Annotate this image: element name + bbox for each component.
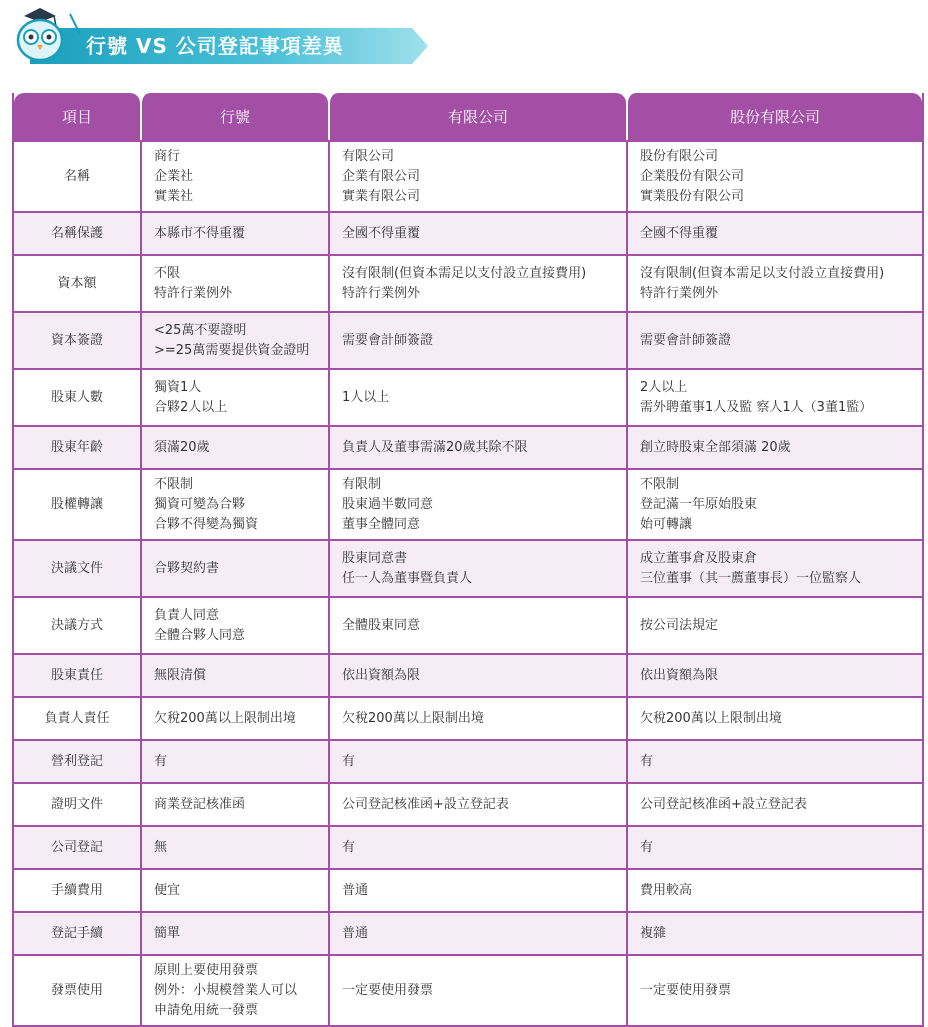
cell-line: 原則上要使用發票: [154, 962, 259, 978]
table-cell: [328, 782, 626, 825]
cell-line: 獨資1人: [154, 379, 202, 395]
cell-line: 實業股份有限公司: [640, 188, 745, 204]
cell-line: 有: [342, 839, 356, 855]
row-label: 證明文件: [14, 782, 140, 825]
cell-line: 獨資可變為合夥: [154, 496, 246, 512]
table-cell: [140, 468, 328, 539]
owl-mascot-icon: [10, 4, 90, 68]
table-cell: [140, 911, 328, 954]
table-cell: [328, 696, 626, 739]
cell-line: 合夥2人以上: [154, 399, 228, 415]
row-label: 股東年齡: [14, 425, 140, 468]
cell-line: 1人以上: [342, 389, 390, 405]
table-row: [14, 596, 922, 653]
table-cell: [140, 539, 328, 596]
table-cell: [626, 696, 922, 739]
table-cell: [328, 425, 626, 468]
row-label: 營利登記: [14, 739, 140, 782]
table-row: [14, 868, 922, 911]
table-cell: [626, 739, 922, 782]
table-row: [14, 696, 922, 739]
table-cell: [140, 653, 328, 696]
table-cell: [140, 954, 328, 1025]
cell-line: 普通: [342, 882, 369, 898]
table-cell: [328, 825, 626, 868]
banner-title: 行號 VS 公司登記事項差異: [86, 34, 344, 58]
cell-line: 例外：小規模營業人可以: [154, 982, 298, 998]
table-cell: [140, 425, 328, 468]
cell-line: 股份有限公司: [640, 148, 719, 164]
cell-line: 特許行業例外: [342, 285, 421, 301]
table-row: [14, 954, 922, 1025]
cell-line: 沒有限制(但資本需足以支付設立直接費用): [640, 265, 885, 281]
cell-line: 創立時股東全部須滿 20歲: [640, 439, 791, 455]
cell-line: 實業有限公司: [342, 188, 421, 204]
table-row: [14, 539, 922, 596]
table-cell: [626, 596, 922, 653]
cell-line: 按公司法規定: [640, 617, 719, 633]
cell-line: 需要會計師簽證: [342, 332, 434, 348]
table-header-row: [14, 93, 922, 140]
table-cell: [626, 311, 922, 368]
row-label: 股權轉讓: [14, 468, 140, 539]
section-banner: [10, 4, 440, 68]
cell-line: 有限公司: [342, 148, 395, 164]
cell-line: 登記滿一年原始股東: [640, 496, 758, 512]
table-cell: [328, 311, 626, 368]
cell-line: 全國不得重覆: [640, 225, 719, 241]
table-cell: [626, 140, 922, 211]
table-cell: [140, 739, 328, 782]
cell-line: 便宜: [154, 882, 181, 898]
cell-line: 一定要使用發票: [640, 982, 732, 998]
column-header: 項目: [14, 93, 140, 140]
cell-line: 普通: [342, 925, 369, 941]
cell-line: 特許行業例外: [640, 285, 719, 301]
cell-line: 全體合夥人同意: [154, 627, 246, 643]
cell-line: 企業股份有限公司: [640, 168, 745, 184]
table-cell: [328, 254, 626, 311]
table-cell: [626, 954, 922, 1025]
cell-line: 複雜: [640, 925, 667, 941]
table-cell: [328, 868, 626, 911]
cell-line: 三位董事（其一薦董事長）一位監察人: [640, 570, 862, 586]
table-row: [14, 653, 922, 696]
cell-line: 須滿20歲: [154, 439, 210, 455]
table-cell: [328, 468, 626, 539]
cell-line: 費用較高: [640, 882, 693, 898]
cell-line: 商行: [154, 148, 181, 164]
column-header: 股份有限公司: [626, 93, 922, 140]
cell-line: 董事全體同意: [342, 516, 421, 532]
row-label: 名稱: [14, 140, 140, 211]
cell-line: 有: [154, 753, 168, 769]
cell-line: 始可轉讓: [640, 516, 693, 532]
table-row: [14, 425, 922, 468]
row-label: 名稱保護: [14, 211, 140, 254]
cell-line: 2人以上: [640, 379, 688, 395]
cell-line: 企業社: [154, 168, 194, 184]
row-label: 股東人數: [14, 368, 140, 425]
cell-line: 需外聘董事1人及監 察人1人（3董1監）: [640, 399, 873, 415]
table-cell: [140, 140, 328, 211]
cell-line: 商業登記核准函: [154, 796, 246, 812]
table-cell: [626, 539, 922, 596]
table-cell: [328, 211, 626, 254]
cell-line: 公司登記核准函+設立登記表: [640, 796, 807, 812]
cell-line: 有: [640, 753, 654, 769]
row-label: 手續費用: [14, 868, 140, 911]
comparison-table: [12, 93, 924, 1027]
table-cell: [626, 653, 922, 696]
cell-line: >=25萬需要提供資金證明: [154, 342, 310, 358]
table-row: [14, 468, 922, 539]
cell-line: 不限: [154, 265, 181, 281]
cell-line: 任一人為董事暨負責人: [342, 570, 473, 586]
cell-line: 欠稅200萬以上限制出境: [640, 710, 782, 726]
cell-line: 有: [640, 839, 654, 855]
cell-line: 欠稅200萬以上限制出境: [154, 710, 296, 726]
cell-line: 特許行業例外: [154, 285, 233, 301]
table-cell: [626, 468, 922, 539]
cell-line: 股東同意書: [342, 550, 408, 566]
table-cell: [140, 825, 328, 868]
cell-line: 合夥契約書: [154, 560, 220, 576]
table-row: [14, 211, 922, 254]
column-header: 有限公司: [328, 93, 626, 140]
row-label: 登記手續: [14, 911, 140, 954]
cell-line: 本縣市不得重覆: [154, 225, 246, 241]
cell-line: 不限制: [640, 476, 680, 492]
cell-line: 簡單: [154, 925, 181, 941]
table-cell: [328, 954, 626, 1025]
cell-line: 無限清償: [154, 667, 207, 683]
cell-line: 欠稅200萬以上限制出境: [342, 710, 484, 726]
cell-line: 沒有限制(但資本需足以支付設立直接費用): [342, 265, 587, 281]
cell-line: 有限制: [342, 476, 382, 492]
row-label: 資本簽證: [14, 311, 140, 368]
table-row: [14, 140, 922, 211]
cell-line: 成立董事倉及股東倉: [640, 550, 758, 566]
cell-line: 無: [154, 839, 168, 855]
table-row: [14, 368, 922, 425]
table-row: [14, 254, 922, 311]
table-cell: [328, 368, 626, 425]
column-header: 行號: [140, 93, 328, 140]
row-label: 資本額: [14, 254, 140, 311]
table-cell: [140, 368, 328, 425]
table-cell: [328, 539, 626, 596]
row-label: 股東責任: [14, 653, 140, 696]
cell-line: 負責人及董事需滿20歲其除不限: [342, 439, 528, 455]
table-row: [14, 782, 922, 825]
table-cell: [328, 739, 626, 782]
table-cell: [626, 254, 922, 311]
cell-line: 申請免用統一發票: [154, 1002, 259, 1018]
row-label: 負責人責任: [14, 696, 140, 739]
cell-line: 實業社: [154, 188, 194, 204]
table-row: [14, 825, 922, 868]
table-cell: [140, 311, 328, 368]
table-cell: [140, 696, 328, 739]
table-cell: [626, 825, 922, 868]
table-cell: [140, 596, 328, 653]
cell-line: 依出資額為限: [640, 667, 719, 683]
row-label: 決議方式: [14, 596, 140, 653]
cell-line: 股東過半數同意: [342, 496, 434, 512]
table-cell: [140, 782, 328, 825]
cell-line: 不限制: [154, 476, 194, 492]
cell-line: 全體股東同意: [342, 617, 421, 633]
cell-line: 企業有限公司: [342, 168, 421, 184]
table-row: [14, 739, 922, 782]
table-row: [14, 311, 922, 368]
cell-line: 負責人同意: [154, 607, 220, 623]
row-label: 發票使用: [14, 954, 140, 1025]
table-cell: [140, 254, 328, 311]
table-cell: [626, 782, 922, 825]
table-cell: [140, 868, 328, 911]
table-cell: [626, 868, 922, 911]
table-cell: [328, 140, 626, 211]
table-cell: [328, 911, 626, 954]
cell-line: 合夥不得變為獨資: [154, 516, 259, 532]
table-cell: [626, 425, 922, 468]
table-cell: [626, 911, 922, 954]
table-cell: [140, 211, 328, 254]
row-label: 決議文件: [14, 539, 140, 596]
cell-line: 一定要使用發票: [342, 982, 434, 998]
table-cell: [328, 596, 626, 653]
table-cell: [328, 653, 626, 696]
row-label: 公司登記: [14, 825, 140, 868]
cell-line: 依出資額為限: [342, 667, 421, 683]
table-cell: [626, 368, 922, 425]
cell-line: <25萬不要證明: [154, 322, 247, 338]
cell-line: 公司登記核准函+設立登記表: [342, 796, 509, 812]
table-cell: [626, 211, 922, 254]
table-row: [14, 911, 922, 954]
cell-line: 需要會計師簽證: [640, 332, 732, 348]
cell-line: 有: [342, 753, 356, 769]
cell-line: 全國不得重覆: [342, 225, 421, 241]
